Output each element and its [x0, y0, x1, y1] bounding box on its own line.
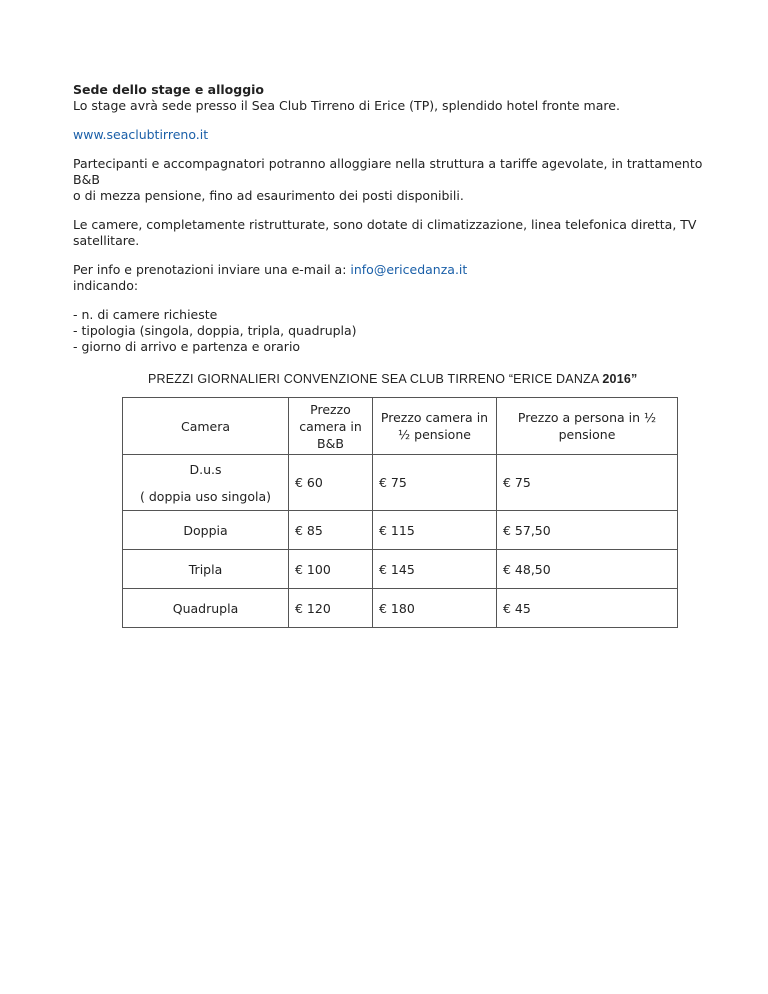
price-per-person: € 57,50: [497, 511, 678, 550]
room-type: D.u.s: [189, 461, 222, 477]
table-caption: [148, 372, 637, 386]
table-row: [123, 550, 678, 589]
info-prefix: Per info e prenotazioni inviare una e-mail a:: [73, 262, 351, 277]
price-table: [122, 397, 678, 628]
room-type: Tripla: [123, 550, 289, 589]
table-row: [123, 589, 678, 628]
paragraph-accommodation-line1: Partecipanti e accompagnatori potranno alloggiare nella struttura a tariffe agevolate, in trattamento B&B: [73, 156, 703, 187]
price-bb: € 85: [289, 511, 373, 550]
section-heading: Sede dello stage e alloggio: [73, 82, 265, 97]
caption-year: 2016”: [602, 372, 638, 386]
price-half-board: € 115: [373, 511, 497, 550]
room-type-note: ( doppia uso singola): [140, 488, 271, 504]
table-row: [123, 511, 678, 550]
paragraph-rooms-line1: Le camere, completamente ristrutturate, sono dotate di climatizzazione, linea telefonica diretta, TV: [73, 217, 697, 232]
room-type: Doppia: [123, 511, 289, 550]
price-bb: € 120: [289, 589, 373, 628]
document-body: [73, 82, 703, 355]
list-item: - tipologia (singola, doppia, tripla, quadrupla): [73, 323, 357, 338]
paragraph-rooms-line2: satellitare.: [73, 233, 140, 248]
header-camera: Camera: [123, 398, 289, 455]
price-bb: € 100: [289, 550, 373, 589]
price-per-person: € 48,50: [497, 550, 678, 589]
price-bb: € 60: [289, 455, 373, 511]
header-bb: Prezzo camera in B&B: [289, 398, 373, 455]
caption-text: PREZZI GIORNALIERI CONVENZIONE SEA CLUB TIRRENO “ERICE DANZA: [148, 372, 603, 386]
header-half-board: Prezzo camera in ½ pensione: [373, 398, 497, 455]
website-link[interactable]: www.seaclubtirreno.it: [73, 127, 209, 142]
table-header-row: [123, 398, 678, 455]
price-half-board: € 180: [373, 589, 497, 628]
list-item: - n. di camere richieste: [73, 307, 218, 322]
email-link[interactable]: info@ericedanza.it: [350, 262, 468, 277]
table-row: [123, 455, 678, 511]
intro-text: Lo stage avrà sede presso il Sea Club Tirreno di Erice (TP), splendido hotel fronte mare.: [73, 98, 620, 113]
price-per-person: € 75: [497, 455, 678, 511]
list-item: - giorno di arrivo e partenza e orario: [73, 339, 301, 354]
room-type-cell: [123, 455, 289, 511]
info-line2: indicando:: [73, 278, 139, 293]
info-line: [73, 262, 703, 278]
room-type: Quadrupla: [123, 589, 289, 628]
paragraph-accommodation-line2: o di mezza pensione, fino ad esaurimento dei posti disponibili.: [73, 188, 464, 203]
price-half-board: € 145: [373, 550, 497, 589]
header-per-person: Prezzo a persona in ½ pensione: [497, 398, 678, 455]
price-half-board: € 75: [373, 455, 497, 511]
price-per-person: € 45: [497, 589, 678, 628]
